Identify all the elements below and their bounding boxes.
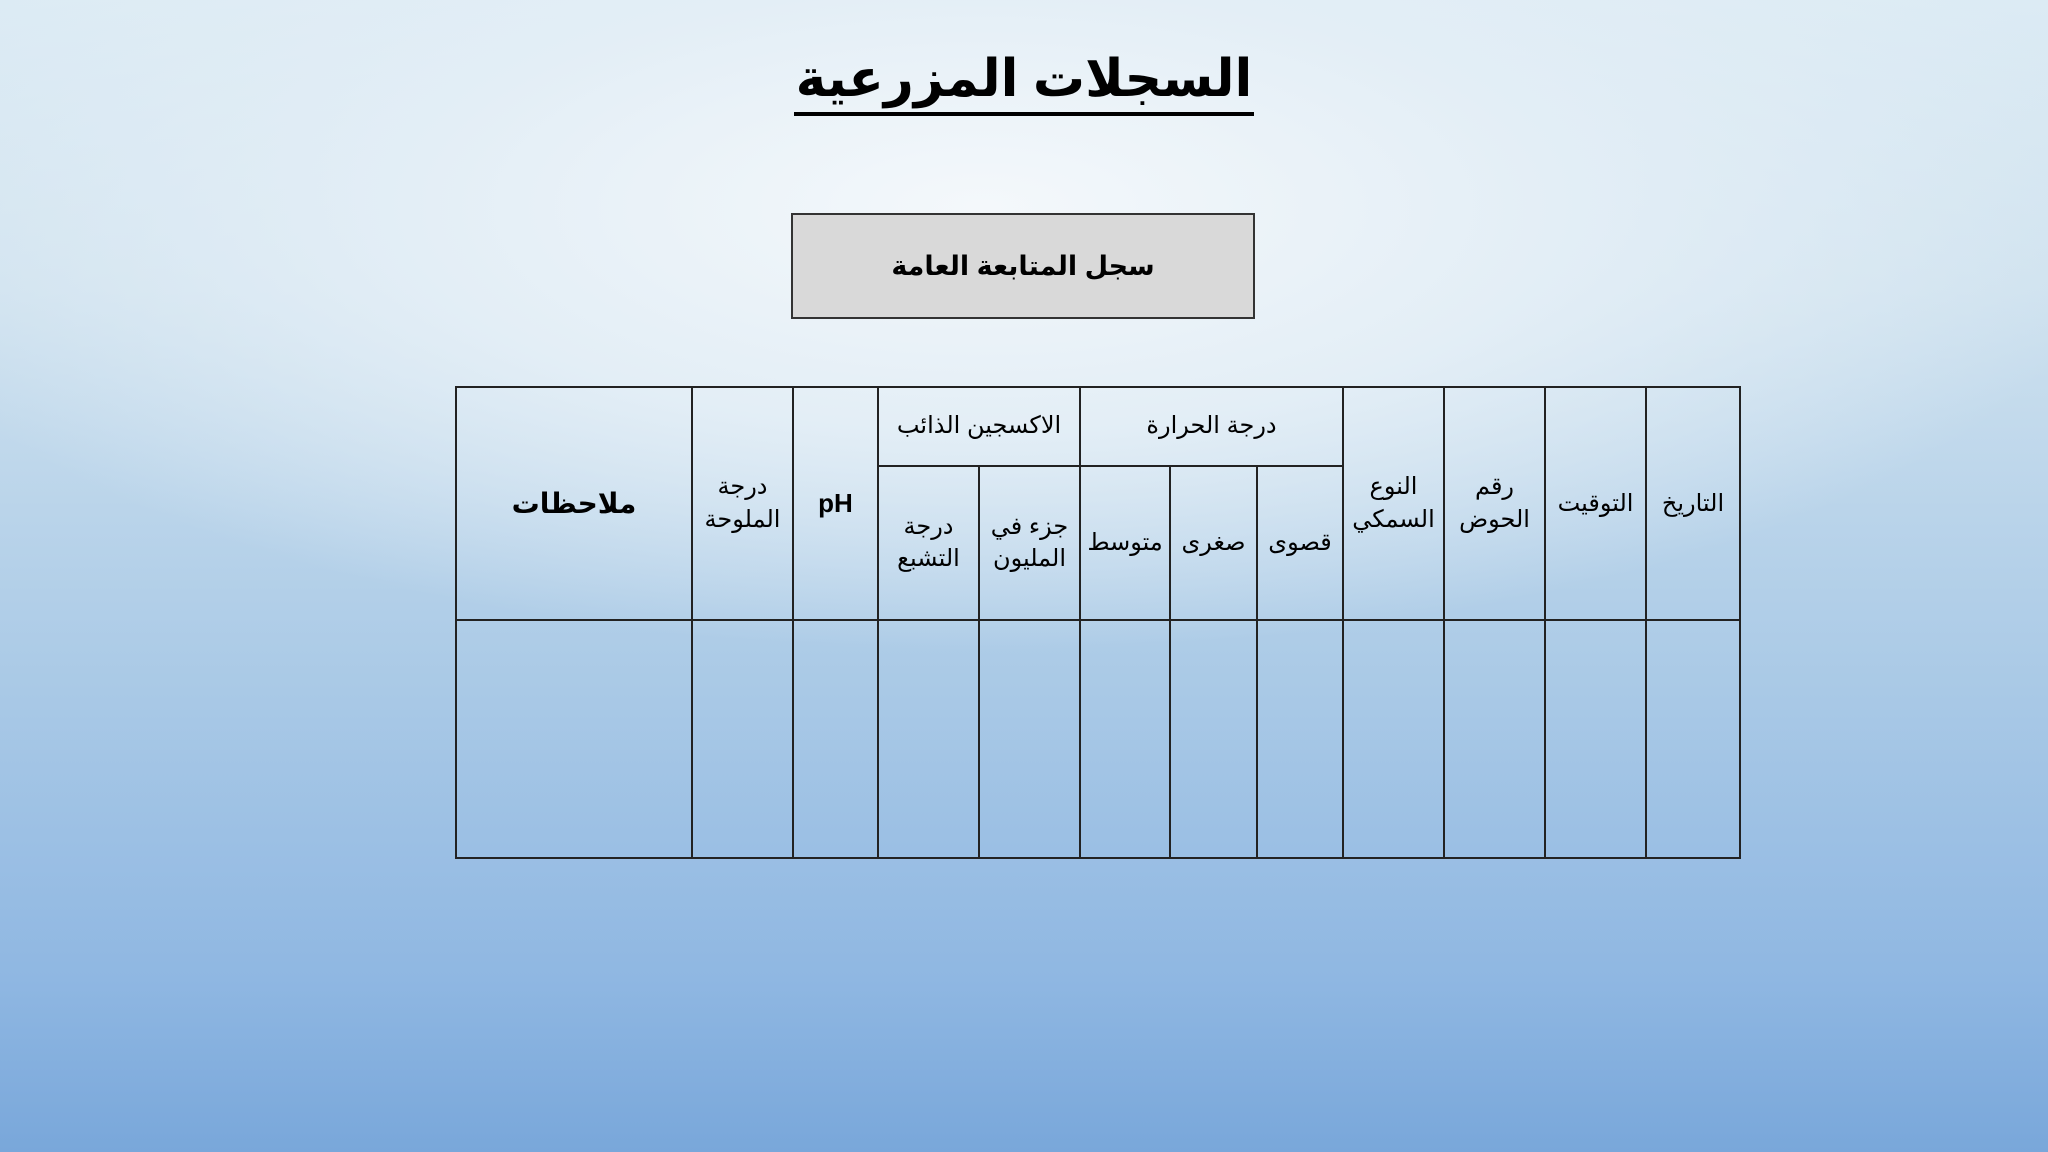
header-fish-label-2: السمكي (1352, 505, 1435, 533)
header-oxygen-label: الاكسجين الذائب (896, 412, 1062, 440)
table-row (456, 620, 1740, 858)
header-time-label: التوقيت (1557, 489, 1634, 517)
cell-pond-number[interactable] (1444, 620, 1545, 858)
cell-time[interactable] (1545, 620, 1646, 858)
header-temp-avg-label: متوسط (1087, 528, 1163, 556)
header-temperature-label: درجة الحرارة (1146, 412, 1277, 440)
header-notes (456, 387, 692, 620)
record-name-box (791, 213, 1255, 319)
header-temp-min-label: صغرى (1181, 528, 1246, 556)
header-ph-label: pH (818, 488, 853, 519)
header-time (1545, 387, 1646, 620)
record-name: سجل المتابعة العامة (891, 250, 1155, 281)
header-pond-number (1444, 387, 1545, 620)
page-title-text: السجلات المزرعية (794, 50, 1255, 116)
header-oxygen-sat-label-2: التشبع (897, 544, 960, 572)
header-temp-avg (1080, 466, 1170, 621)
header-oxygen-ppm-label-1: جزء في (990, 512, 1069, 540)
header-salinity-label-1: درجة (717, 473, 768, 501)
header-pond-label-1: رقم (1474, 473, 1515, 501)
header-dissolved-oxygen (878, 387, 1080, 466)
header-oxygen-ppm-label-2: المليون (992, 544, 1067, 572)
cell-salinity[interactable] (692, 620, 793, 858)
header-fish-species (1343, 387, 1444, 620)
cell-date[interactable] (1646, 620, 1740, 858)
cell-notes[interactable] (456, 620, 692, 858)
header-date-label: التاريخ (1661, 489, 1725, 517)
cell-ph[interactable] (793, 620, 878, 858)
header-salinity-label-2: الملوحة (704, 505, 781, 533)
monitoring-table (455, 386, 1741, 859)
header-fish-label-1: النوع (1369, 473, 1418, 501)
cell-fish-species[interactable] (1343, 620, 1444, 858)
page-title (0, 50, 2048, 116)
header-ph (793, 387, 878, 620)
header-pond-label-2: الحوض (1459, 505, 1530, 533)
cell-temp-max[interactable] (1257, 620, 1343, 858)
header-salinity (692, 387, 793, 620)
header-temp-max (1257, 466, 1343, 621)
cell-oxygen-ppm[interactable] (979, 620, 1080, 858)
header-oxygen-ppm (979, 466, 1080, 621)
cell-temp-avg[interactable] (1080, 620, 1170, 858)
header-date (1646, 387, 1740, 620)
cell-oxygen-saturation[interactable] (878, 620, 979, 858)
header-temperature (1080, 387, 1343, 466)
header-oxygen-saturation (878, 466, 979, 621)
cell-temp-min[interactable] (1170, 620, 1257, 858)
header-oxygen-sat-label-1: درجة (903, 512, 954, 540)
header-temp-max-label: قصوى (1268, 528, 1332, 556)
header-notes-label: ملاحظات (511, 487, 637, 519)
header-temp-min (1170, 466, 1257, 621)
